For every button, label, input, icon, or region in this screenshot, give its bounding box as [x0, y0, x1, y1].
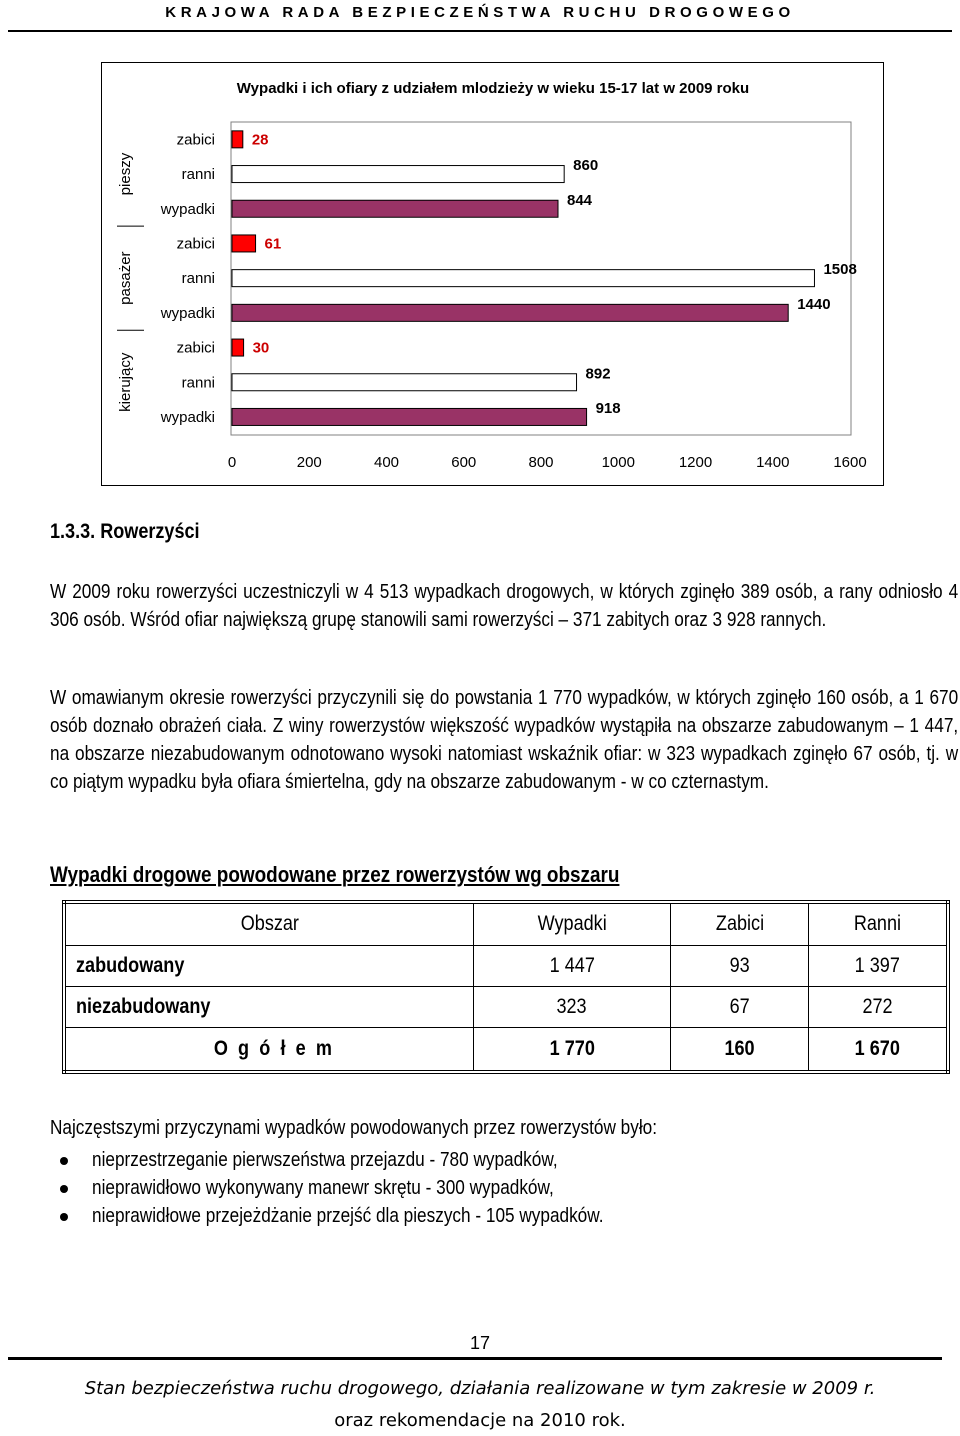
bar: [232, 374, 577, 391]
table-row: [64, 945, 948, 986]
bar: [232, 235, 256, 252]
table-total-row: [64, 1027, 948, 1072]
x-tick-label: 600: [451, 454, 477, 471]
cell-text: 1 770: [549, 1036, 595, 1060]
accidents-table: [62, 900, 950, 1074]
column-header-text: Wypadki: [537, 912, 607, 936]
table-cell: [671, 1027, 809, 1072]
bar: [232, 339, 244, 356]
category-label: wypadki: [160, 200, 215, 218]
table-row: [64, 986, 948, 1027]
category-label: zabici: [176, 131, 215, 149]
page-number: 17: [469, 1333, 491, 1353]
list-item: [50, 1202, 687, 1230]
data-label: 892: [585, 365, 611, 383]
x-tick-label: 1400: [756, 454, 790, 471]
x-tick-label: 400: [373, 454, 400, 471]
bar: [232, 270, 814, 287]
table-cell: [671, 986, 809, 1027]
causes-list: [50, 1146, 687, 1230]
table-cell: [64, 945, 473, 986]
header-rule: [8, 30, 952, 32]
bar-chart: [102, 63, 885, 487]
list-item-text: nieprzestrzeganie pierwszeństwa przejazdu - 780 wypadków,: [92, 1149, 558, 1171]
footer-line-1: Stan bezpieczeństwa ruchu drogowego, działania realizowane w tym zakresie w 2009 r.: [84, 1378, 876, 1399]
category-label: ranni: [181, 270, 215, 288]
data-label: 1508: [823, 261, 857, 279]
column-header: [809, 902, 948, 945]
data-label: 30: [252, 339, 270, 357]
list-item: [50, 1174, 687, 1202]
data-label: 28: [251, 131, 269, 149]
group-label: pasażer: [117, 251, 134, 305]
column-header: [671, 902, 809, 945]
table-cell: [473, 986, 670, 1027]
x-tick-label: 0: [227, 454, 237, 471]
category-label: ranni: [181, 166, 215, 184]
table-cell: [473, 1027, 670, 1072]
bullet-icon: [60, 1157, 68, 1165]
bar: [232, 304, 788, 321]
list-item-text: nieprawidłowo wykonywany manewr skrętu - 300 wypadków,: [92, 1177, 554, 1199]
bullet-icon: [60, 1213, 68, 1221]
cell-text: 67: [729, 994, 750, 1018]
group-label: kierujący: [117, 352, 134, 412]
x-tick-label: 1600: [833, 454, 867, 471]
cell-text: 93: [729, 953, 750, 977]
paragraph-1: [50, 578, 958, 634]
column-header-text: Zabici: [715, 912, 764, 936]
bar: [232, 200, 558, 217]
table-cell: [809, 986, 948, 1027]
data-label: 918: [595, 399, 621, 417]
table-cell: [64, 986, 473, 1027]
paragraph-1-text: W 2009 roku rowerzyści uczestniczyli w 4 513 wypadkach drogowych, w których zginęło 389 osób, a rany odniosło 4 306 osób. Wśród ofiar największą grupę stanowili sami rowerzyści – 371 zabitych oraz 3 928 rannych.: [50, 581, 959, 631]
list-item: [50, 1146, 687, 1174]
category-label: ranni: [181, 374, 215, 392]
data-label: 860: [573, 157, 599, 175]
table-cell: [809, 1027, 948, 1072]
group-label: pieszy: [117, 152, 134, 196]
paragraph-2: [50, 684, 958, 796]
cell-text: 323: [556, 994, 588, 1018]
bar: [232, 166, 564, 183]
causes-intro: Najczęstszymi przyczynami wypadków powodowanych przez rowerzystów było:: [50, 1117, 657, 1139]
cell-text: 160: [724, 1036, 755, 1060]
data-label: 61: [264, 235, 282, 253]
column-header: [473, 902, 670, 945]
cell-text: zabudowany: [76, 953, 185, 977]
cell-text: 1 397: [855, 953, 901, 977]
footer-line-2: oraz rekomendacje na 2010 rok.: [334, 1410, 626, 1431]
bar: [232, 131, 243, 148]
x-tick-label: 1000: [601, 454, 635, 471]
bar: [232, 408, 587, 425]
category-label: wypadki: [160, 304, 215, 322]
table-heading: Wypadki drogowe powodowane przez rowerzystów wg obszaru: [50, 862, 620, 887]
bullet-icon: [60, 1185, 68, 1193]
chart-title: Wypadki i ich ofiary z udziałem mlodzieży w wieku 15-17 lat w 2009 roku: [236, 80, 750, 97]
column-header-text: Ranni: [854, 912, 902, 936]
cell-text: 1 670: [855, 1036, 901, 1060]
list-item-text: nieprawidłowe przejeżdżanie przejść dla pieszych - 105 wypadków.: [92, 1205, 604, 1227]
data-label: 844: [566, 191, 593, 209]
paragraph-2-text: W omawianym okresie rowerzyści przyczynili się do powstania 1 770 wypadków, w których zginęło 160 osób, a 1 670 osób doznało obrażeń ciała. Z winy rowerzystów większość wypadków wystąpiła na obszarze zabudowanym – 1 447, na obszarze niezabudowanym odnotowano wysoki natomiast wskaźnik ofiar: w 323 wypadkach zginęło 67 osób, tj. w co piątym wypadku była ofiara śmiertelna, gdy na obszarze zabudowanym - w co czternastym.: [50, 687, 959, 793]
category-label: zabici: [176, 235, 215, 253]
footer-rule: [8, 1357, 942, 1360]
cell-text: 272: [862, 994, 893, 1018]
chart-container: [101, 62, 884, 486]
category-label: zabici: [176, 339, 215, 357]
table-cell: [671, 945, 809, 986]
table-cell: [64, 1027, 473, 1072]
cell-text: 1 447: [549, 953, 595, 977]
header-title: KRAJOWA RADA BEZPIECZEŃSTWA RUCHU DROGOWEGO: [165, 4, 795, 21]
cell-text: niezabudowany: [76, 994, 211, 1018]
table-cell: [473, 945, 670, 986]
column-header-text: Obszar: [240, 912, 299, 936]
data-label: 1440: [797, 295, 831, 313]
x-tick-label: 200: [296, 454, 322, 471]
section-heading: 1.3.3. Rowerzyści: [50, 520, 200, 543]
table-cell: [809, 945, 948, 986]
x-tick-label: 800: [528, 454, 554, 471]
column-header: [64, 902, 473, 945]
x-tick-label: 1200: [678, 454, 713, 471]
table-header-row: [64, 902, 948, 945]
cell-text: O g ó ł e m: [214, 1036, 335, 1060]
category-label: wypadki: [160, 408, 215, 426]
